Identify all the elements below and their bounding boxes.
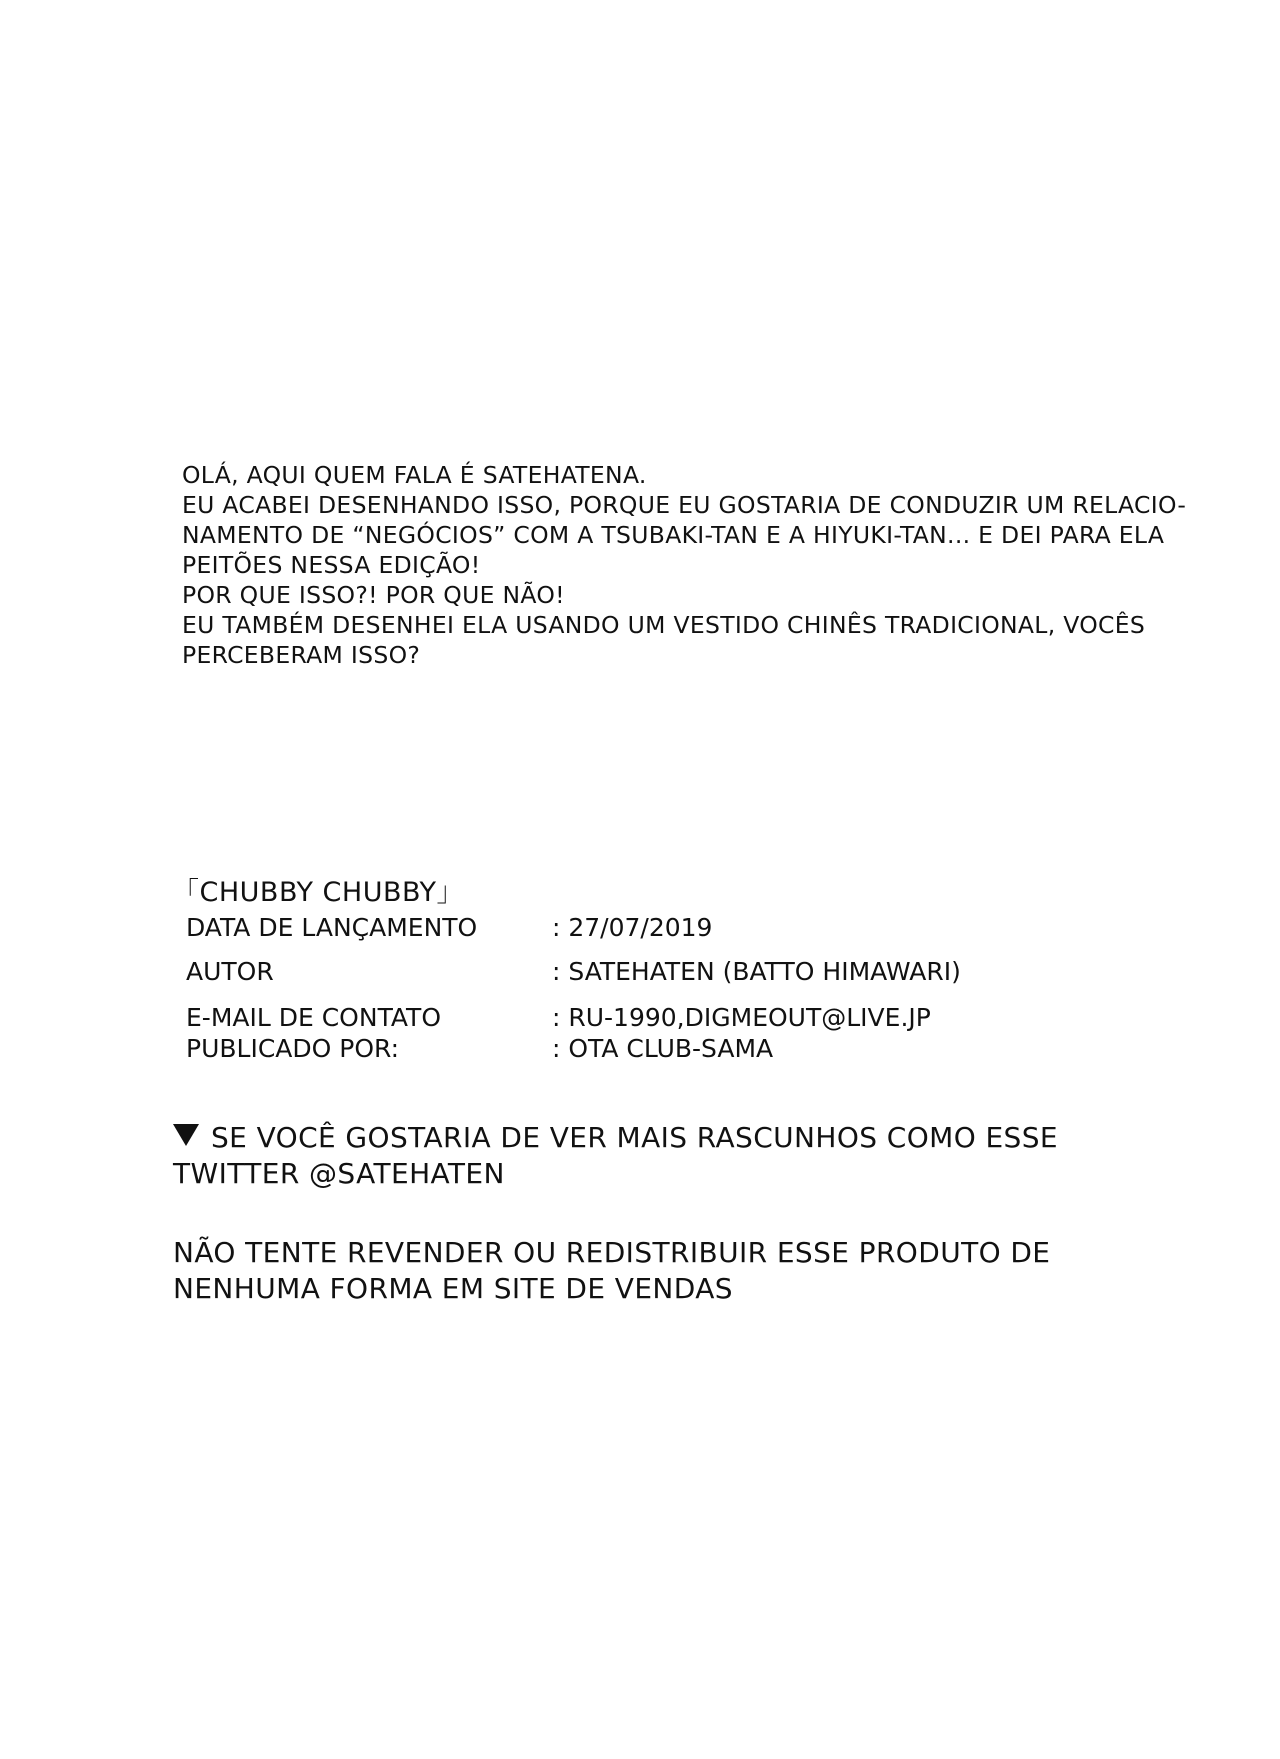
colophon-value: : OTA CLUB-SAMA bbox=[552, 1034, 774, 1063]
colophon-label: E-MAIL DE CONTATO bbox=[186, 1003, 442, 1032]
twitter-notice-line2: TWITTER @SATEHATEN bbox=[173, 1157, 505, 1190]
down-triangle-icon bbox=[173, 1124, 199, 1146]
colophon-label: AUTOR bbox=[186, 957, 274, 986]
colophon-row-publisher bbox=[186, 1034, 773, 1063]
colophon-label: DATA DE LANÇAMENTO bbox=[186, 913, 478, 942]
colophon-row-author bbox=[186, 957, 961, 986]
colophon-value: : RU-1990,DIGMEOUT@LIVE.JP bbox=[552, 1003, 931, 1032]
afterword-line: POR QUE ISSO?! POR QUE NÃO! bbox=[182, 581, 565, 609]
twitter-notice-line1 bbox=[173, 1120, 1058, 1156]
resale-notice-line1: NÃO TENTE REVENDER OU REDISTRIBUIR ESSE PRODUTO DE bbox=[173, 1236, 1051, 1269]
colophon-title: 「CHUBBY CHUBBY」 bbox=[172, 877, 465, 908]
resale-notice bbox=[173, 1235, 1050, 1307]
colophon-value: : 27/07/2019 bbox=[552, 913, 713, 942]
afterword-line: OLÁ, AQUI QUEM FALA É SATEHATENA. bbox=[182, 461, 647, 489]
afterword-line: EU TAMBÉM DESENHEI ELA USANDO UM VESTIDO CHINÊS TRADICIONAL, VOCÊS bbox=[182, 611, 1146, 639]
afterword-line: EU ACABEI DESENHANDO ISSO, PORQUE EU GOSTARIA DE CONDUZIR UM RELACIO- bbox=[182, 491, 1187, 519]
afterword-line: PEITÕES NESSA EDIÇÃO! bbox=[182, 551, 481, 579]
colophon-row-release-date bbox=[186, 913, 712, 942]
afterword-text bbox=[182, 460, 1187, 670]
colophon-value: : SATEHATEN (BATTO HIMAWARI) bbox=[552, 957, 961, 986]
afterword-line: PERCEBERAM ISSO? bbox=[182, 641, 421, 669]
twitter-notice bbox=[173, 1120, 1058, 1192]
resale-notice-line2: NENHUMA FORMA EM SITE DE VENDAS bbox=[173, 1272, 733, 1305]
colophon-label: PUBLICADO POR: bbox=[186, 1034, 400, 1063]
twitter-notice-text: SE VOCÊ GOSTARIA DE VER MAIS RASCUNHOS COMO ESSE bbox=[211, 1121, 1058, 1154]
afterword-line: NAMENTO DE “NEGÓCIOS” COM A TSUBAKI-TAN E A HIYUKI-TAN... E DEI PARA ELA bbox=[182, 521, 1165, 549]
colophon-row-email bbox=[186, 1003, 931, 1032]
